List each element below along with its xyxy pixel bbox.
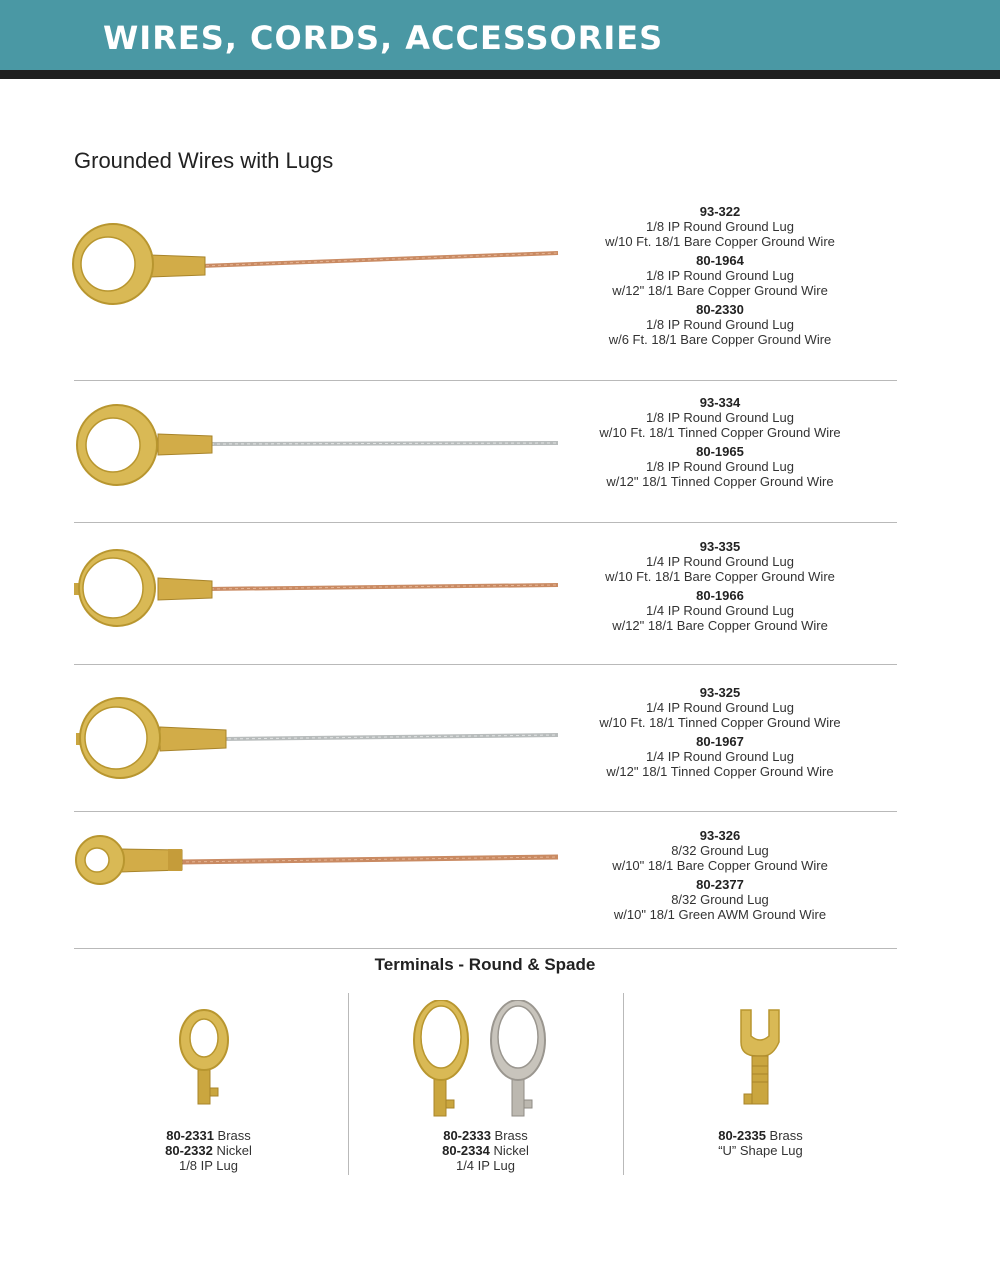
- round-lug-1-4-image: [348, 1000, 623, 1120]
- divider: [74, 948, 897, 949]
- product-row-4: [0, 665, 1000, 811]
- product-row-5: [0, 812, 1000, 948]
- product-entry: [560, 395, 880, 440]
- product-entry: [560, 444, 880, 489]
- terminal-material: Brass: [213, 1128, 251, 1143]
- product-code: 80-1967: [696, 734, 744, 749]
- product-line: w/10 Ft. 18/1 Tinned Copper Ground Wire: [599, 425, 841, 440]
- product-code: 93-322: [699, 204, 741, 219]
- product-entry: [560, 828, 880, 873]
- product-entry: [560, 204, 880, 249]
- product-line: w/10 Ft. 18/1 Tinned Copper Ground Wire: [599, 715, 841, 730]
- product-code: 80-2377: [696, 877, 744, 892]
- section-title: [74, 148, 333, 174]
- product-code: 93-325: [699, 685, 741, 700]
- terminal-material: Brass: [490, 1128, 528, 1143]
- product-entry: [560, 302, 880, 347]
- terminal-line: [623, 1128, 898, 1143]
- product-line: w/10 Ft. 18/1 Bare Copper Ground Wire: [605, 234, 835, 249]
- terminal-desc: 1/8 IP Lug: [178, 1158, 239, 1173]
- product-line: 1/8 IP Round Ground Lug: [646, 410, 794, 425]
- u-spade-lug-image: [623, 1000, 898, 1120]
- product-code: 93-326: [699, 828, 741, 843]
- product-line: 1/4 IP Round Ground Lug: [646, 554, 794, 569]
- section-title-rest: with Lugs: [234, 148, 334, 173]
- ground-lug-wire-image: [0, 812, 560, 948]
- terminal-line: [71, 1143, 346, 1158]
- terminal-code: 80-2331: [166, 1128, 214, 1143]
- product-entry: [560, 685, 880, 730]
- product-line: 1/4 IP Round Ground Lug: [646, 700, 794, 715]
- terminal-material: Brass: [765, 1128, 803, 1143]
- product-line: 1/4 IP Round Ground Lug: [646, 603, 794, 618]
- product-row-2: [0, 381, 1000, 522]
- product-row-3: [0, 523, 1000, 664]
- product-description: [560, 685, 880, 783]
- product-line: w/6 Ft. 18/1 Bare Copper Ground Wire: [608, 332, 832, 347]
- product-line: 1/4 IP Round Ground Lug: [646, 749, 794, 764]
- product-line: 1/8 IP Round Ground Lug: [646, 219, 794, 234]
- product-line: w/12" 18/1 Bare Copper Ground Wire: [612, 618, 828, 633]
- product-code: 80-1965: [696, 444, 744, 459]
- product-row-1: [0, 200, 1000, 380]
- product-line: 1/8 IP Round Ground Lug: [646, 459, 794, 474]
- terminal-code: 80-2333: [443, 1128, 491, 1143]
- terminal-material: Nickel: [212, 1143, 252, 1158]
- section-title-bold: Grounded Wires: [74, 148, 235, 173]
- product-entry: [560, 539, 880, 584]
- terminal-line: [348, 1128, 623, 1143]
- product-line: 1/8 IP Round Ground Lug: [646, 317, 794, 332]
- product-code: 93-335: [699, 539, 741, 554]
- terminal-caption: [71, 1128, 346, 1173]
- product-code: 80-1966: [696, 588, 744, 603]
- product-line: w/12" 18/1 Tinned Copper Ground Wire: [606, 764, 834, 779]
- terminal-code: 80-2335: [718, 1128, 766, 1143]
- product-description: [560, 539, 880, 637]
- terminal-code: 80-2332: [165, 1143, 213, 1158]
- terminal-desc: 1/4 IP Lug: [455, 1158, 516, 1173]
- product-line: w/12" 18/1 Bare Copper Ground Wire: [612, 283, 828, 298]
- terminals-title: Terminals - Round & Spade: [374, 955, 596, 974]
- round-lug-1-8-image: [71, 1000, 346, 1120]
- header-underline: [0, 70, 1000, 79]
- product-code: 93-334: [699, 395, 741, 410]
- product-entry: [560, 253, 880, 298]
- terminal-line: [348, 1143, 623, 1158]
- product-description: [560, 204, 880, 351]
- product-line: w/10" 18/1 Green AWM Ground Wire: [613, 907, 827, 922]
- product-line: 8/32 Ground Lug: [671, 843, 769, 858]
- product-line: 8/32 Ground Lug: [671, 892, 769, 907]
- product-code: 80-2330: [696, 302, 744, 317]
- header-title: WIRES, CORDS, ACCESSORIES: [103, 19, 664, 57]
- terminal-material: Nickel: [489, 1143, 529, 1158]
- terminal-code: 80-2334: [442, 1143, 490, 1158]
- terminal-line: [71, 1128, 346, 1143]
- product-code: 80-1964: [696, 253, 744, 268]
- product-entry: [560, 877, 880, 922]
- ground-lug-wire-image: [0, 523, 560, 664]
- ground-lug-wire-image: [0, 665, 560, 811]
- page-header: [0, 0, 1000, 70]
- terminal-caption: [348, 1128, 623, 1173]
- product-description: [560, 828, 880, 926]
- product-line: w/10 Ft. 18/1 Bare Copper Ground Wire: [605, 569, 835, 584]
- ground-lug-wire-image: [0, 381, 560, 522]
- ground-lug-wire-image: [0, 200, 560, 380]
- product-line: w/12" 18/1 Tinned Copper Ground Wire: [606, 474, 834, 489]
- product-entry: [560, 588, 880, 633]
- product-line: w/10" 18/1 Bare Copper Ground Wire: [612, 858, 828, 873]
- product-line: 1/8 IP Round Ground Lug: [646, 268, 794, 283]
- product-entry: [560, 734, 880, 779]
- product-description: [560, 395, 880, 493]
- terminal-caption: [623, 1128, 898, 1158]
- terminal-desc: “U” Shape Lug: [718, 1143, 803, 1158]
